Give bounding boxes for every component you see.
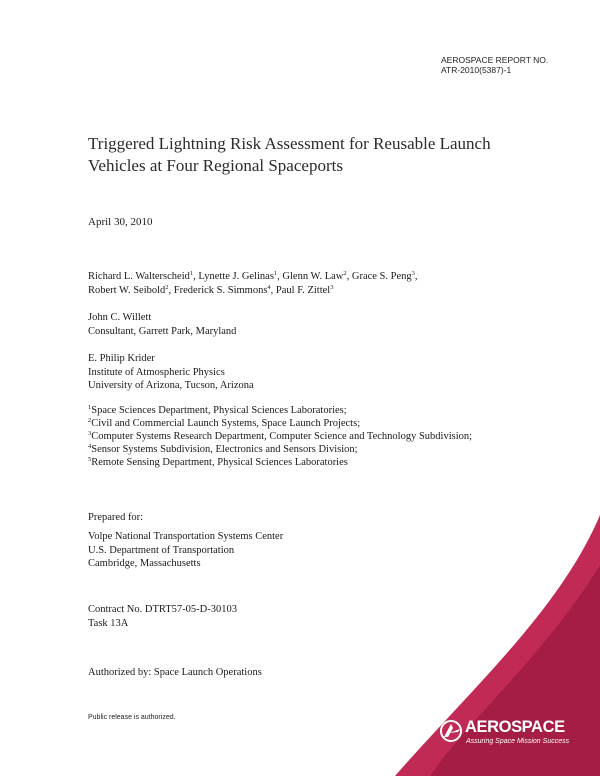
- contributor-affiliation: Institute of Atmospheric Physics: [88, 366, 225, 378]
- sponsor-line: Volpe National Transportation Systems Center: [88, 531, 284, 542]
- sponsor-block: [88, 530, 283, 571]
- aerospace-logo: [440, 718, 580, 754]
- logo-wordmark: AEROSPACE: [465, 718, 565, 736]
- author-line-1: Richard L. Walterscheid$^1$, Lynette J. Gelinas$^1$, Glenn W. Law$^2$, Grace S. Peng$^3$,: [88, 270, 418, 282]
- sponsor-line: Cambridge, Massachusetts: [88, 558, 201, 569]
- aerospace-logo-icon: [440, 720, 462, 742]
- affiliation-item: $^2$Civil and Commercial Launch Systems, Space Launch Projects;: [88, 417, 361, 429]
- affiliation-item: $^1$Space Sciences Department, Physical Sciences Laboratories;: [88, 404, 347, 416]
- report-number: [441, 55, 548, 75]
- contributor-krider: [88, 352, 254, 393]
- prepared-for-label: Prepared for:: [88, 512, 144, 523]
- affiliation-item: $^4$Sensor Systems Subdivision, Electronics and Sensors Division;: [88, 443, 358, 455]
- report-number-value: ATR-2010(5387)-1: [441, 65, 512, 75]
- author-list: [88, 270, 418, 297]
- contributor-affiliation: Consultant, Garrett Park, Maryland: [88, 325, 237, 337]
- release-statement: Public release is authorized.: [88, 714, 176, 721]
- sponsor-line: U.S. Department of Transportation: [88, 544, 235, 556]
- affiliation-list: [88, 404, 472, 469]
- document-title: Triggered Lightning Risk Assessment for Reusable Launch Vehicles at Four Regional Spaceports: [88, 134, 491, 175]
- contributor-name: E. Philip Krider: [88, 353, 155, 364]
- author-line-2: Robert W. Seibold$^2$, Frederick S. Simmons$^4$, Paul F. Zittel$^3$: [88, 283, 334, 296]
- authorized-by: Authorized by: Space Launch Operations: [88, 667, 262, 678]
- contract-block: [88, 603, 237, 630]
- contributor-willett: [88, 311, 236, 338]
- contract-number: Contract No. DTRT57-05-D-30103: [88, 604, 237, 615]
- contributor-name: John C. Willett: [88, 312, 152, 323]
- affiliation-item: $^3$Computer Systems Research Department, Computer Science and Technology Subdivision;: [88, 430, 473, 442]
- report-number-label: AEROSPACE REPORT NO.: [441, 55, 549, 65]
- affiliation-item: $^5$Remote Sensing Department, Physical Sciences Laboratories: [88, 456, 348, 468]
- report-date: April 30, 2010: [88, 216, 153, 228]
- task-number: Task 13A: [88, 617, 129, 629]
- contributor-affiliation: University of Arizona, Tucson, Arizona: [88, 380, 254, 391]
- logo-tagline: Assuring Space Mission Success: [466, 738, 570, 745]
